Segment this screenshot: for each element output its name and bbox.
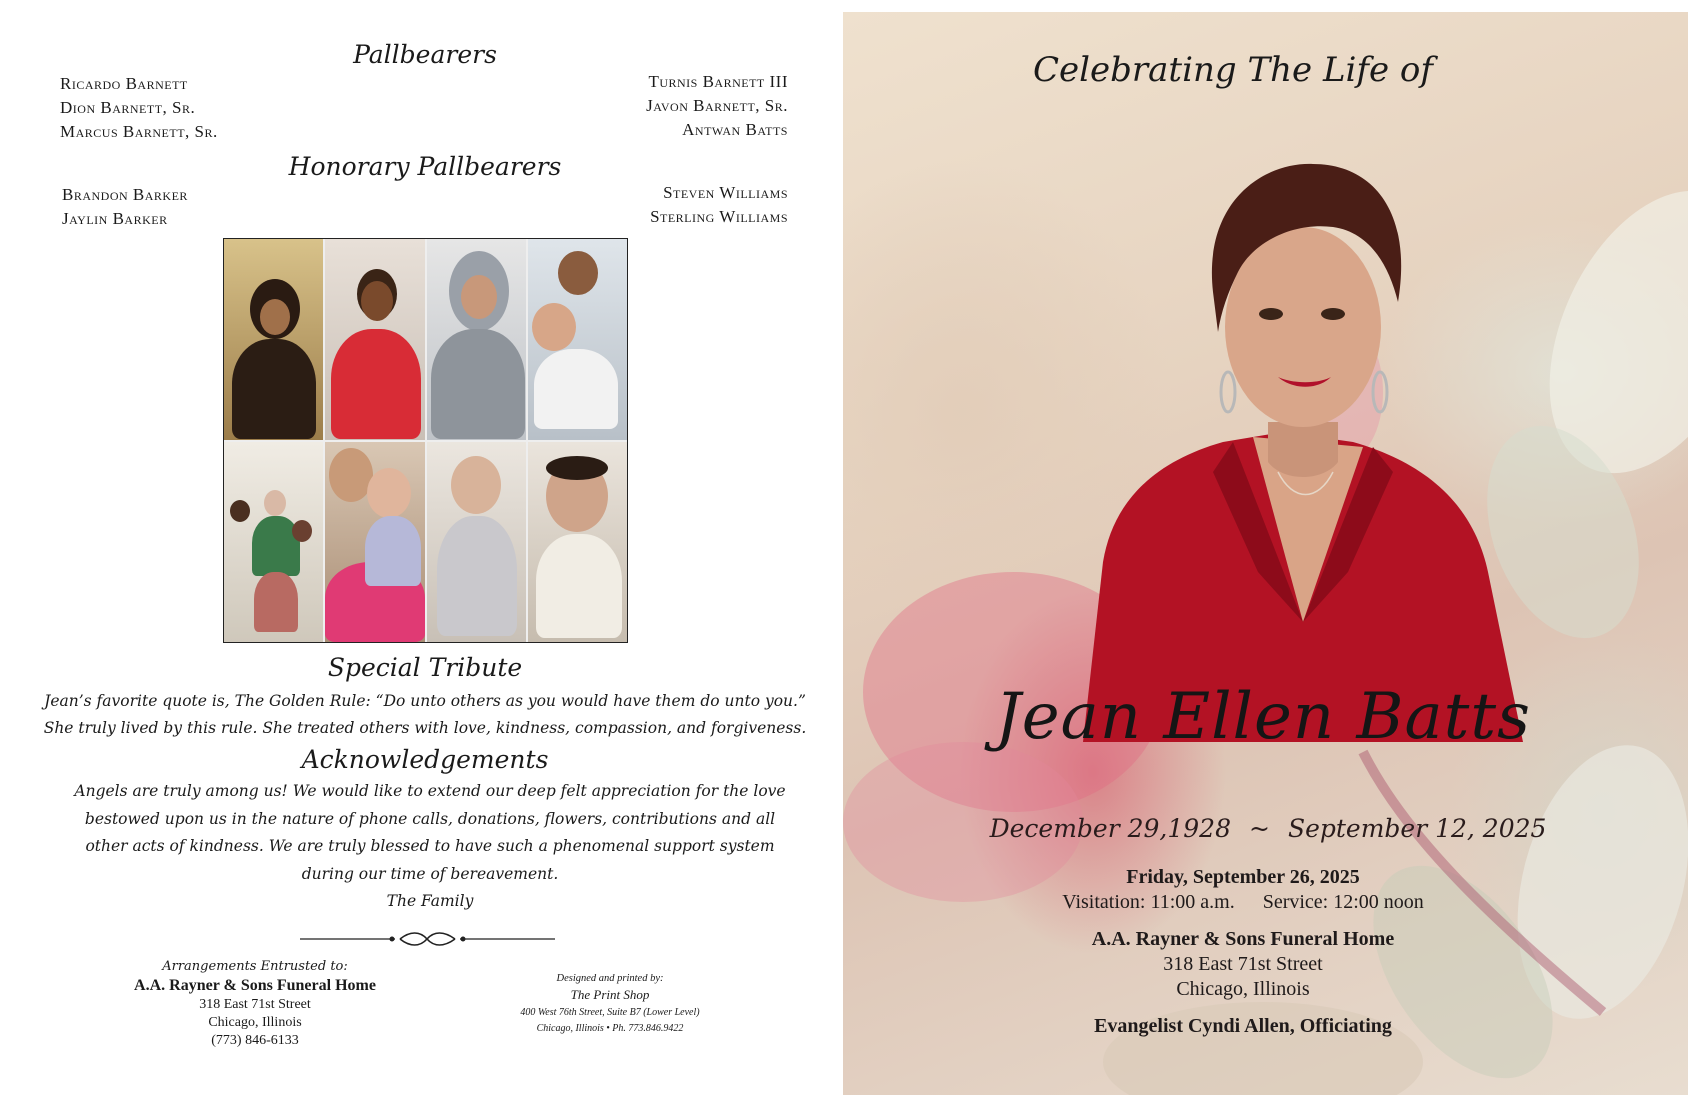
- collage-photo: [528, 442, 627, 643]
- arrangements-block: [90, 959, 420, 1049]
- ack-line: bestowed upon us in the nature of phone calls, donations, flowers, contributions and all: [84, 809, 776, 828]
- funeral-home-city: Chicago, Illinois: [1176, 978, 1310, 1000]
- printer-block: [480, 973, 740, 1034]
- pallbearer-name: Dion Barnett, Sr.: [60, 98, 196, 117]
- date-separator: ~: [1248, 814, 1270, 843]
- special-tribute-text: [20, 688, 830, 742]
- printer-label: Designed and printed by:: [556, 973, 664, 984]
- honorary-right-list: [560, 181, 788, 229]
- printer-name: The Print Shop: [570, 987, 650, 1002]
- service-time: Service: 12:00 noon: [1262, 891, 1424, 913]
- honorary-pallbearer-name: Steven Williams: [663, 183, 788, 202]
- arrangements-home-name: A.A. Rayner & Sons Funeral Home: [134, 977, 376, 994]
- tribute-line: She truly lived by this rule. She treated others with love, kindness, compassion, and forgiveness.: [43, 719, 807, 737]
- collage-photo: [427, 442, 526, 643]
- service-date: Friday, September 26, 2025: [1126, 866, 1360, 888]
- funeral-home-street: 318 East 71st Street: [1163, 953, 1323, 975]
- collage-photo: [325, 442, 424, 643]
- arrangements-label: Arrangements Entrusted to:: [162, 959, 348, 974]
- arrangements-street: 318 East 71st Street: [199, 997, 311, 1012]
- funeral-home-name: A.A. Rayner & Sons Funeral Home: [1091, 928, 1395, 950]
- pallbearer-name: Antwan Batts: [682, 120, 788, 139]
- portrait-photo: [1003, 102, 1563, 742]
- pallbearer-name: Javon Barnett, Sr.: [646, 96, 788, 115]
- printer-city-phone: Chicago, Illinois • Ph. 773.846.9422: [536, 1023, 684, 1034]
- pallbearer-name: Turnis Barnett III: [648, 72, 788, 91]
- collage-photo: [224, 442, 323, 643]
- tribute-line: Jean’s favorite quote is, The Golden Rule: “Do unto others as you would have them do unto you.”: [44, 692, 806, 710]
- ack-line: during our time of bereavement.: [301, 864, 559, 883]
- ack-signoff: The Family: [386, 892, 474, 910]
- collage-photo: [325, 239, 424, 440]
- program-cover-page: [843, 12, 1688, 1095]
- service-times: [963, 891, 1523, 914]
- pallbearers-right-list: [560, 70, 788, 142]
- honorary-pallbearer-name: Brandon Barker: [62, 185, 188, 204]
- collage-photo: [427, 239, 526, 440]
- ack-line: other acts of kindness. We are truly blessed to have such a phenomenal support system: [85, 837, 775, 855]
- birth-date: December 29,1928: [989, 814, 1231, 843]
- acknowledgements-title: Acknowledgements: [301, 745, 549, 774]
- family-photo-collage: [223, 238, 628, 643]
- arrangements-phone: (773) 846-6133: [211, 1033, 299, 1048]
- life-dates: [923, 814, 1613, 843]
- ack-line: Angels are truly among us! We would like to extend our deep felt appreciation for the love: [74, 782, 786, 800]
- officiant: Evangelist Cyndi Allen, Officiating: [1094, 1015, 1392, 1037]
- printer-address: 400 West 76th Street, Suite B7 (Lower Level): [520, 1007, 700, 1018]
- arrangements-city: Chicago, Illinois: [208, 1015, 302, 1030]
- honorary-pallbearers-title: Honorary Pallbearers: [288, 152, 562, 181]
- visitation-time: Visitation: 11:00 a.m.: [1062, 891, 1235, 913]
- program-back-page: [0, 0, 843, 1095]
- honorary-pallbearer-name: Sterling Williams: [650, 207, 788, 226]
- collage-photo: [528, 239, 627, 440]
- death-date: September 12, 2025: [1287, 814, 1547, 843]
- pallbearers-left-list: [60, 72, 218, 144]
- celebrating-heading: Celebrating The Life of: [1033, 50, 1433, 90]
- pallbearer-name: Ricardo Barnett: [60, 74, 188, 93]
- collage-photo: [224, 239, 323, 440]
- honorary-left-list: [62, 183, 188, 231]
- honorary-pallbearer-name: Jaylin Barker: [62, 209, 168, 228]
- acknowledgements-text: [40, 778, 820, 916]
- service-details: [963, 866, 1523, 1038]
- pallbearer-name: Marcus Barnett, Sr.: [60, 122, 218, 141]
- special-tribute-title: Special Tribute: [327, 653, 523, 682]
- deceased-name: Jean Ellen Batts: [995, 680, 1531, 754]
- ornamental-divider: [300, 931, 555, 947]
- pallbearers-title: Pallbearers: [353, 40, 497, 69]
